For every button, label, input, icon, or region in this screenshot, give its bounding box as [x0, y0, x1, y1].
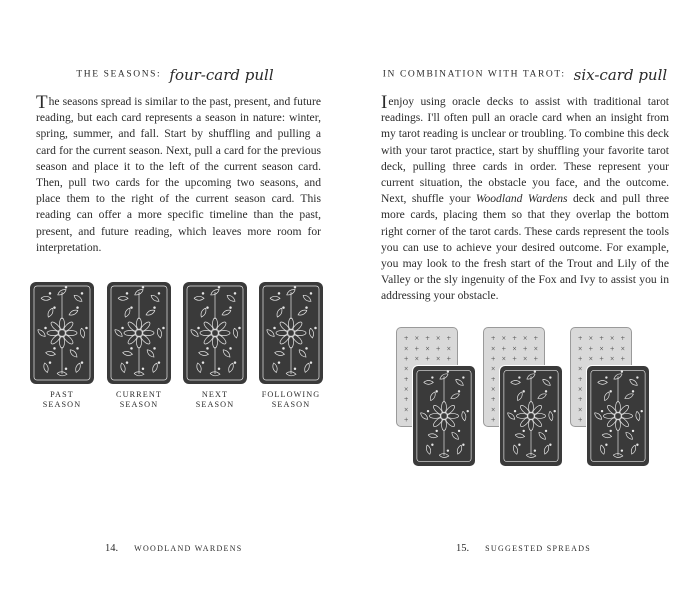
left-body-paragraph: he seasons spread is similar to the past, present, and future reading, but each card represents a season in nature: winter, spring, summer, and fall. Start by shuffling and pulling a card for the current season. Next, pull a card for the previous season and place it to the left of the current season card. Then, pull two cards for the upcoming two seasons, and place them to the right of the current season card. This reading can offer a more specific timeline than the past, present, and future reading, which leaves more room for interpretation. [36, 95, 321, 254]
svg-text:+: + [446, 336, 452, 343]
svg-text:×: × [403, 407, 409, 414]
right-dropcap: I [381, 92, 388, 113]
svg-text:×: × [522, 336, 528, 343]
right-page-heading [350, 64, 700, 84]
right-running-title: SUGGESTED SPREADS [485, 544, 592, 553]
card-back-past-season [30, 282, 94, 384]
left-body-text [36, 94, 321, 256]
right-body-italic: Woodland Wardens [475, 192, 568, 206]
svg-text:+: + [512, 336, 517, 343]
svg-text:×: × [577, 346, 583, 353]
svg-text:+: + [577, 356, 583, 363]
svg-text:×: × [577, 407, 583, 414]
svg-text:+: + [577, 376, 583, 383]
left-page-number: 14. [105, 543, 119, 554]
oracle-card-back [412, 365, 476, 467]
svg-text:×: × [609, 336, 615, 343]
left-dropcap: T [36, 92, 48, 113]
card-back-next-season [183, 282, 247, 384]
svg-text:+: + [403, 336, 409, 343]
svg-text:+: + [533, 336, 539, 343]
svg-text:+: + [425, 356, 430, 363]
card-label-line: CURRENT [116, 390, 162, 399]
right-heading-caps: IN COMBINATION WITH TAROT: [382, 69, 566, 80]
svg-text:×: × [599, 346, 604, 353]
svg-text:+: + [490, 376, 496, 383]
svg-text:+: + [403, 417, 409, 424]
oracle-card-back [499, 365, 563, 467]
card-back-following-season [259, 282, 323, 384]
card-label-line: SEASON [42, 399, 82, 409]
svg-text:+: + [577, 417, 583, 424]
svg-text:×: × [533, 346, 539, 353]
svg-text:+: + [490, 336, 496, 343]
left-heading-caps: THE SEASONS: [76, 69, 162, 80]
svg-text:+: + [446, 356, 452, 363]
svg-text:×: × [414, 356, 420, 363]
svg-text:+: + [588, 346, 594, 353]
right-body-part1: enjoy using oracle decks to assist with traditional tarot readings. I'll often pull an oracle card when an insight from my tarot reading is unclear or troubling. To combine this deck with your tarot practice, start by shuffling your favorite tarot deck, pulling three cards in order. These represent your current situation, the obstacle you face, and the outcome. Next, shuffle your [381, 95, 669, 206]
svg-text:×: × [501, 356, 507, 363]
card-label-current-season [99, 390, 179, 409]
left-page-footer [105, 538, 243, 556]
svg-text:+: + [425, 336, 430, 343]
card-pair-2 [483, 327, 563, 472]
svg-text:+: + [609, 346, 615, 353]
svg-text:+: + [620, 336, 626, 343]
svg-text:×: × [490, 387, 496, 394]
svg-text:+: + [403, 356, 409, 363]
seasons-card-row [30, 282, 326, 422]
card-label-line: SEASON [271, 399, 311, 409]
svg-text:+: + [512, 356, 517, 363]
svg-text:+: + [403, 376, 409, 383]
oracle-card-back [586, 365, 650, 467]
svg-text:×: × [403, 346, 409, 353]
right-page [350, 0, 700, 600]
svg-text:+: + [490, 356, 496, 363]
right-heading-script: six-card pull [573, 65, 668, 84]
card-label-line: PAST [50, 390, 74, 399]
svg-text:+: + [522, 346, 528, 353]
svg-text:×: × [512, 346, 517, 353]
card-label-past-season [22, 390, 102, 409]
svg-text:×: × [435, 336, 441, 343]
card-label-line: NEXT [201, 390, 229, 399]
svg-text:×: × [522, 356, 528, 363]
svg-text:×: × [577, 387, 583, 394]
svg-text:+: + [490, 417, 496, 424]
right-body-text [381, 94, 669, 305]
left-running-title: WOODLAND WARDENS [134, 544, 243, 553]
svg-text:×: × [435, 356, 441, 363]
svg-text:×: × [414, 336, 420, 343]
svg-text:+: + [599, 356, 604, 363]
svg-text:+: + [403, 397, 409, 404]
svg-text:×: × [403, 387, 409, 394]
svg-text:×: × [588, 356, 594, 363]
right-page-footer [456, 538, 591, 556]
right-body-part2: deck and pull three more cards, placing them so that they overlap the bottom right corner of the tarot cards. These cards represent the tools you can use to achieve your desired outcome. For example, you may look to the fresh start of the Trout and Lily of the Valley or the sly ingenuity of the Fox and Ivy to assist you in addressing your obstacle. [381, 192, 669, 303]
svg-text:×: × [490, 366, 496, 373]
card-label-line: FOLLOWING [261, 390, 321, 399]
svg-text:×: × [501, 336, 507, 343]
svg-text:+: + [414, 346, 420, 353]
left-heading-script: four-card pull [169, 65, 274, 84]
card-pair-3 [570, 327, 650, 472]
svg-text:+: + [435, 346, 441, 353]
svg-text:+: + [490, 397, 496, 404]
card-label-line: SEASON [119, 399, 159, 409]
svg-text:+: + [599, 336, 604, 343]
svg-text:+: + [620, 356, 626, 363]
tarot-combination-layout [396, 327, 656, 477]
card-pair-1 [396, 327, 476, 472]
svg-text:×: × [490, 346, 496, 353]
left-page-heading [0, 64, 350, 84]
svg-text:×: × [609, 356, 615, 363]
card-back-current-season [107, 282, 171, 384]
svg-text:×: × [588, 336, 594, 343]
svg-text:+: + [577, 336, 583, 343]
svg-text:×: × [490, 407, 496, 414]
card-label-following-season [251, 390, 331, 409]
right-page-number: 15. [456, 543, 470, 554]
svg-text:+: + [501, 346, 507, 353]
svg-text:×: × [446, 346, 452, 353]
svg-text:×: × [577, 366, 583, 373]
svg-text:×: × [425, 346, 430, 353]
svg-text:×: × [403, 366, 409, 373]
svg-text:+: + [533, 356, 539, 363]
svg-text:+: + [577, 397, 583, 404]
svg-text:×: × [620, 346, 626, 353]
card-label-next-season [175, 390, 255, 409]
card-label-line: SEASON [195, 399, 235, 409]
